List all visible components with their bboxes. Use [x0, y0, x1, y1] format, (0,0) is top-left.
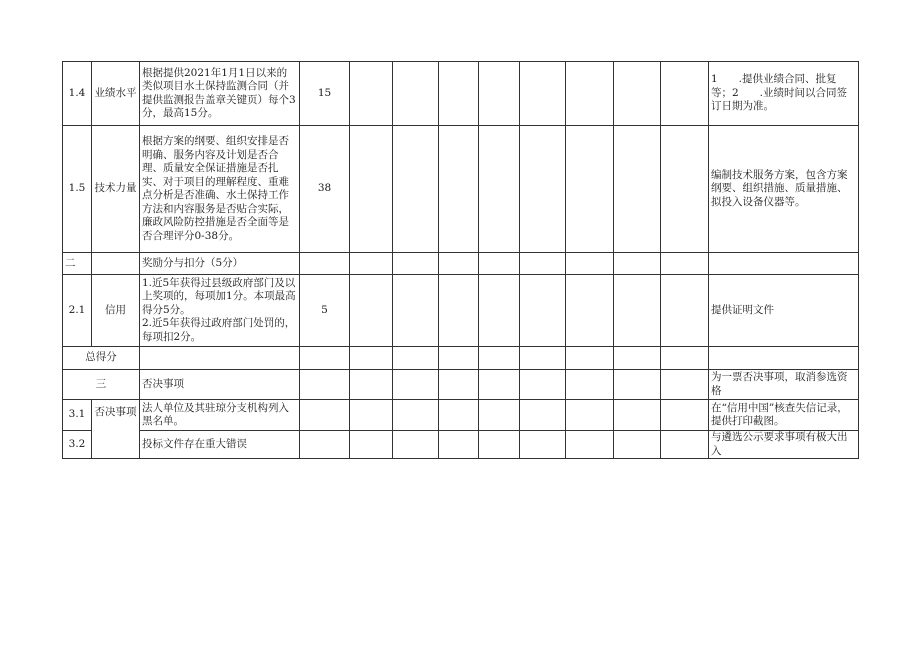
- blank-cell: [479, 253, 520, 275]
- blank-cell: [300, 431, 350, 459]
- blank-cell: [614, 275, 661, 347]
- table-row-section-3: [63, 370, 859, 400]
- blank-cell: [661, 253, 709, 275]
- table-row-section-2: [63, 253, 859, 275]
- blank-cell: [300, 253, 350, 275]
- row-score: 15: [300, 62, 350, 126]
- blank-cell: [614, 400, 661, 431]
- table-row-3-1: [63, 400, 859, 431]
- section-note: 为一票否决事项，取消参选资格: [709, 370, 859, 400]
- row-item: 技术力量: [92, 126, 140, 253]
- blank-cell: [614, 126, 661, 253]
- blank-cell: [393, 126, 439, 253]
- blank-cell: [439, 347, 479, 370]
- section-number: 二: [63, 253, 92, 275]
- blank-cell: [350, 431, 393, 459]
- blank-cell: [439, 62, 479, 126]
- table-row-1-4: [63, 62, 859, 126]
- blank-cell: [520, 347, 566, 370]
- blank-cell: [479, 62, 520, 126]
- blank-cell: [439, 275, 479, 347]
- blank-cell: [479, 126, 520, 253]
- row-number: 3.2: [63, 431, 92, 459]
- blank-cell: [566, 253, 614, 275]
- blank-cell: [520, 126, 566, 253]
- blank-cell: [140, 347, 300, 370]
- row-score: 38: [300, 126, 350, 253]
- blank-cell: [393, 431, 439, 459]
- blank-cell: [393, 275, 439, 347]
- row-item: 信用: [92, 275, 140, 347]
- blank-cell: [520, 370, 566, 400]
- blank-cell: [520, 62, 566, 126]
- blank-cell: [92, 253, 140, 275]
- row-item: 业绩水平: [92, 62, 140, 126]
- section-title: 奖励分与扣分（5分）: [140, 253, 300, 275]
- blank-cell: [566, 431, 614, 459]
- blank-cell: [614, 431, 661, 459]
- blank-cell: [350, 126, 393, 253]
- row-note: 提供证明文件: [709, 275, 859, 347]
- blank-cell: [520, 431, 566, 459]
- row-criteria: [140, 275, 300, 347]
- blank-cell: [439, 126, 479, 253]
- table-row-1-5: [63, 126, 859, 253]
- row-note: 编制技术服务方案，包含方案纲要、组织措施、质量措施、拟投入设备仪器等。: [709, 126, 859, 253]
- row-note: 在“信用中国”核查失信记录，提供打印截图。: [709, 400, 859, 431]
- blank-cell: [614, 253, 661, 275]
- blank-cell: [439, 400, 479, 431]
- blank-cell: [566, 400, 614, 431]
- total-label: 总得分: [63, 347, 140, 370]
- row-number: 1.4: [63, 62, 92, 126]
- blank-cell: [661, 62, 709, 126]
- blank-cell: [439, 431, 479, 459]
- blank-cell: [661, 431, 709, 459]
- blank-cell: [614, 347, 661, 370]
- blank-cell: [566, 370, 614, 400]
- blank-cell: [393, 253, 439, 275]
- blank-cell: [566, 347, 614, 370]
- section-title: 否决事项: [140, 370, 300, 400]
- row-number: 2.1: [63, 275, 92, 347]
- blank-cell: [709, 347, 859, 370]
- blank-cell: [661, 400, 709, 431]
- blank-cell: [566, 126, 614, 253]
- scoring-table: [62, 61, 859, 459]
- blank-cell: [566, 62, 614, 126]
- row-number: 3.1: [63, 400, 92, 431]
- blank-cell: [300, 370, 350, 400]
- blank-cell: [350, 62, 393, 126]
- blank-cell: [661, 126, 709, 253]
- blank-cell: [300, 400, 350, 431]
- table-row-total: [63, 347, 859, 370]
- blank-cell: [479, 370, 520, 400]
- blank-cell: [479, 431, 520, 459]
- criteria-line-1: 1.近5年获得过县级政府部门及以上奖项的，每项加1分。本项最高得分5分。: [142, 276, 296, 316]
- table-row-3-2: [63, 431, 859, 459]
- blank-cell: [350, 347, 393, 370]
- blank-cell: [439, 370, 479, 400]
- blank-cell: [439, 253, 479, 275]
- row-score: 5: [300, 275, 350, 347]
- blank-cell: [350, 400, 393, 431]
- blank-cell: [709, 253, 859, 275]
- row-note: 与遴选公示要求事项有极大出入: [709, 431, 859, 459]
- row-note: 1 .提供业绩合同、批复等；2 .业绩时间以合同签订日期为准。: [709, 62, 859, 126]
- blank-cell: [393, 347, 439, 370]
- blank-cell: [479, 275, 520, 347]
- blank-cell: [479, 400, 520, 431]
- blank-cell: [614, 370, 661, 400]
- row-criteria: 根据提供2021年1月1日以来的类似项目水土保持监测合同（并提供监测报告盖章关键页）每个3分，最高15分。: [140, 62, 300, 126]
- blank-cell: [661, 347, 709, 370]
- section-number: 三: [63, 370, 140, 400]
- blank-cell: [566, 275, 614, 347]
- blank-cell: [661, 275, 709, 347]
- blank-cell: [393, 62, 439, 126]
- table-row-2-1: [63, 275, 859, 347]
- row-item: 否决事项: [92, 400, 140, 459]
- row-criteria: 投标文件存在重大错误: [140, 431, 300, 459]
- blank-cell: [350, 275, 393, 347]
- blank-cell: [350, 253, 393, 275]
- blank-cell: [300, 347, 350, 370]
- blank-cell: [520, 400, 566, 431]
- criteria-line-2: 2.近5年获得过政府部门处罚的，每项扣2分。: [142, 317, 296, 343]
- row-number: 1.5: [63, 126, 92, 253]
- row-criteria: 法人单位及其驻琼分支机构列入黑名单。: [140, 400, 300, 431]
- blank-cell: [393, 400, 439, 431]
- blank-cell: [350, 370, 393, 400]
- blank-cell: [479, 347, 520, 370]
- blank-cell: [520, 253, 566, 275]
- blank-cell: [661, 370, 709, 400]
- blank-cell: [614, 62, 661, 126]
- row-criteria: 根据方案的纲要、组织安排是否明确、服务内容及计划是否合理、质量安全保证措施是否扎实、对于项目的理解程度、重难点分析是否准确、水土保持工作方法和内容服务是否贴合实际，廉政风险防控措施是否全面等是否合理评分0-38分。: [140, 126, 300, 253]
- blank-cell: [393, 370, 439, 400]
- blank-cell: [520, 275, 566, 347]
